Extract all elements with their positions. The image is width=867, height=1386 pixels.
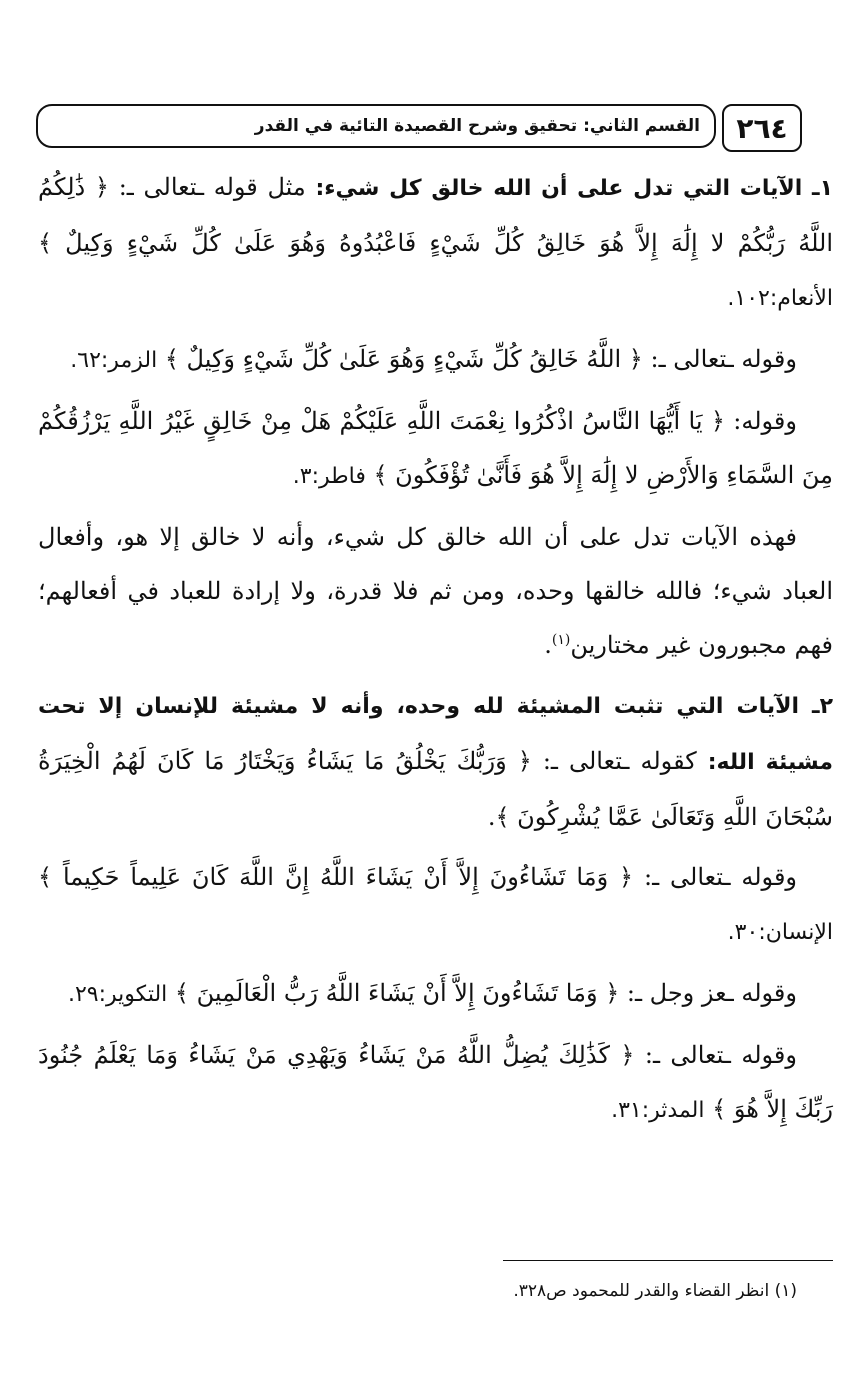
section-2-paragraph <box>38 678 833 844</box>
verse-paragraph <box>38 1028 833 1138</box>
verse-reference: الأنعام:١٠٢. <box>727 286 833 311</box>
intro-text: وقوله ـتعالى ـ: <box>644 1041 797 1069</box>
page-number: ٢٦٤ <box>722 104 802 152</box>
summary-paragraph <box>38 510 833 672</box>
verse-reference: المدثر:٣١. <box>611 1098 705 1123</box>
verse-end: . <box>487 803 496 831</box>
footnote: (١) انظر القضاء والقدر للمحمود ص٣٢٨. <box>513 1281 797 1301</box>
page-header <box>34 104 802 150</box>
section-1-heading: ١ـ الآيات التي تدل على أن الله خالق كل شيء: <box>315 176 834 201</box>
running-title: القسم الثاني: تحقيق وشرح القصيدة التائية في القدر <box>36 104 716 148</box>
summary-text: فهذه الآيات تدل على أن الله خالق كل شيء، وأنه لا خالق إلا هو، وأفعال العباد شيء؛ فالله خالقها وحده، ومن ثم فلا قدرة، ولا إرادة للعباد في أفعالهم؛ فهم مجبورون غير مختارين <box>38 523 833 659</box>
verse-reference: التكوير:٢٩. <box>67 982 168 1007</box>
verse-reference: الإنسان:٣٠. <box>727 920 833 945</box>
intro-text: وقوله ـتعالى ـ: <box>644 863 798 891</box>
verse-reference: فاطر:٣. <box>292 464 366 489</box>
intro-text: وقوله ـتعالى ـ: <box>650 345 797 373</box>
footnote-divider <box>503 1260 833 1261</box>
quran-verse: ﴿ وَمَا تَشَاءُونَ إِلاَّ أَنْ يَشَاءَ اللَّهُ رَبُّ الْعَالَمِينَ ﴾ <box>174 979 620 1007</box>
section-2-heading: ٢ـ الآيات التي تثبت المشيئة لله وحده، وأنه لا مشيئة للإنسان إلا تحت مشيئة الله: <box>38 694 833 775</box>
verse-paragraph <box>38 850 833 960</box>
summary-end: . <box>544 631 552 659</box>
verse-reference: الزمر:٦٢. <box>70 348 158 373</box>
quran-verse: ﴿ ذَٰلِكُمُ اللَّهُ رَبُّكُمْ لا إِلَٰهَ إِلاَّ هُوَ خَالِقُ كُلِّ شَيْءٍ فَاعْبُدُوهُ وَهُوَ عَلَىٰ كُلِّ شَيْءٍ وَكِيلٌ ﴾ <box>38 173 833 257</box>
main-text <box>38 160 833 1144</box>
quran-verse: ﴿ يَا أَيُّهَا النَّاسُ اذْكُرُوا نِعْمَتَ اللَّهِ عَلَيْكُمْ هَلْ مِنْ خَالِقٍ غَيْرُ اللَّهِ يَرْزُقُكُمْ مِنَ السَّمَاءِ وَالأَرْضِ لا إِلَٰهَ إِلاَّ هُوَ فَأَنَّىٰ تُؤْفَكُونَ ﴾ <box>38 407 833 489</box>
verse-paragraph <box>38 966 833 1022</box>
footnote-marker[interactable]: (١) <box>551 632 571 648</box>
verse-paragraph <box>38 332 833 388</box>
quran-verse: ﴿ اللَّهُ خَالِقُ كُلِّ شَيْءٍ وَهُوَ عَلَىٰ كُلِّ شَيْءٍ وَكِيلٌ ﴾ <box>164 345 643 373</box>
intro-text: وقوله: <box>733 407 797 435</box>
section-1-paragraph <box>38 160 833 326</box>
quran-verse: ﴿ كَذَٰلِكَ يُضِلُّ اللَّهُ مَنْ يَشَاءُ وَيَهْدِي مَنْ يَشَاءُ وَمَا يَعْلَمُ جُنُودَ رَبِّكَ إِلاَّ هُوَ ﴾ <box>38 1041 833 1123</box>
intro-text: كقوله ـتعالى ـ: <box>542 747 697 775</box>
intro-text: وقوله ـعز وجل ـ: <box>626 979 797 1007</box>
verse-paragraph <box>38 394 833 504</box>
quran-verse: ﴿ وَرَبُّكَ يَخْلُقُ مَا يَشَاءُ وَيَخْتَارُ مَا كَانَ لَهُمُ الْخِيَرَةُ سُبْحَانَ اللَّهِ وَتَعَالَىٰ عَمَّا يُشْرِكُونَ ﴾ <box>38 747 833 831</box>
intro-text: مثل قوله ـتعالى ـ: <box>118 173 306 201</box>
quran-verse: ﴿ وَمَا تَشَاءُونَ إِلاَّ أَنْ يَشَاءَ اللَّهُ إِنَّ اللَّهَ كَانَ عَلِيماً حَكِيماً ﴾ <box>38 863 634 891</box>
